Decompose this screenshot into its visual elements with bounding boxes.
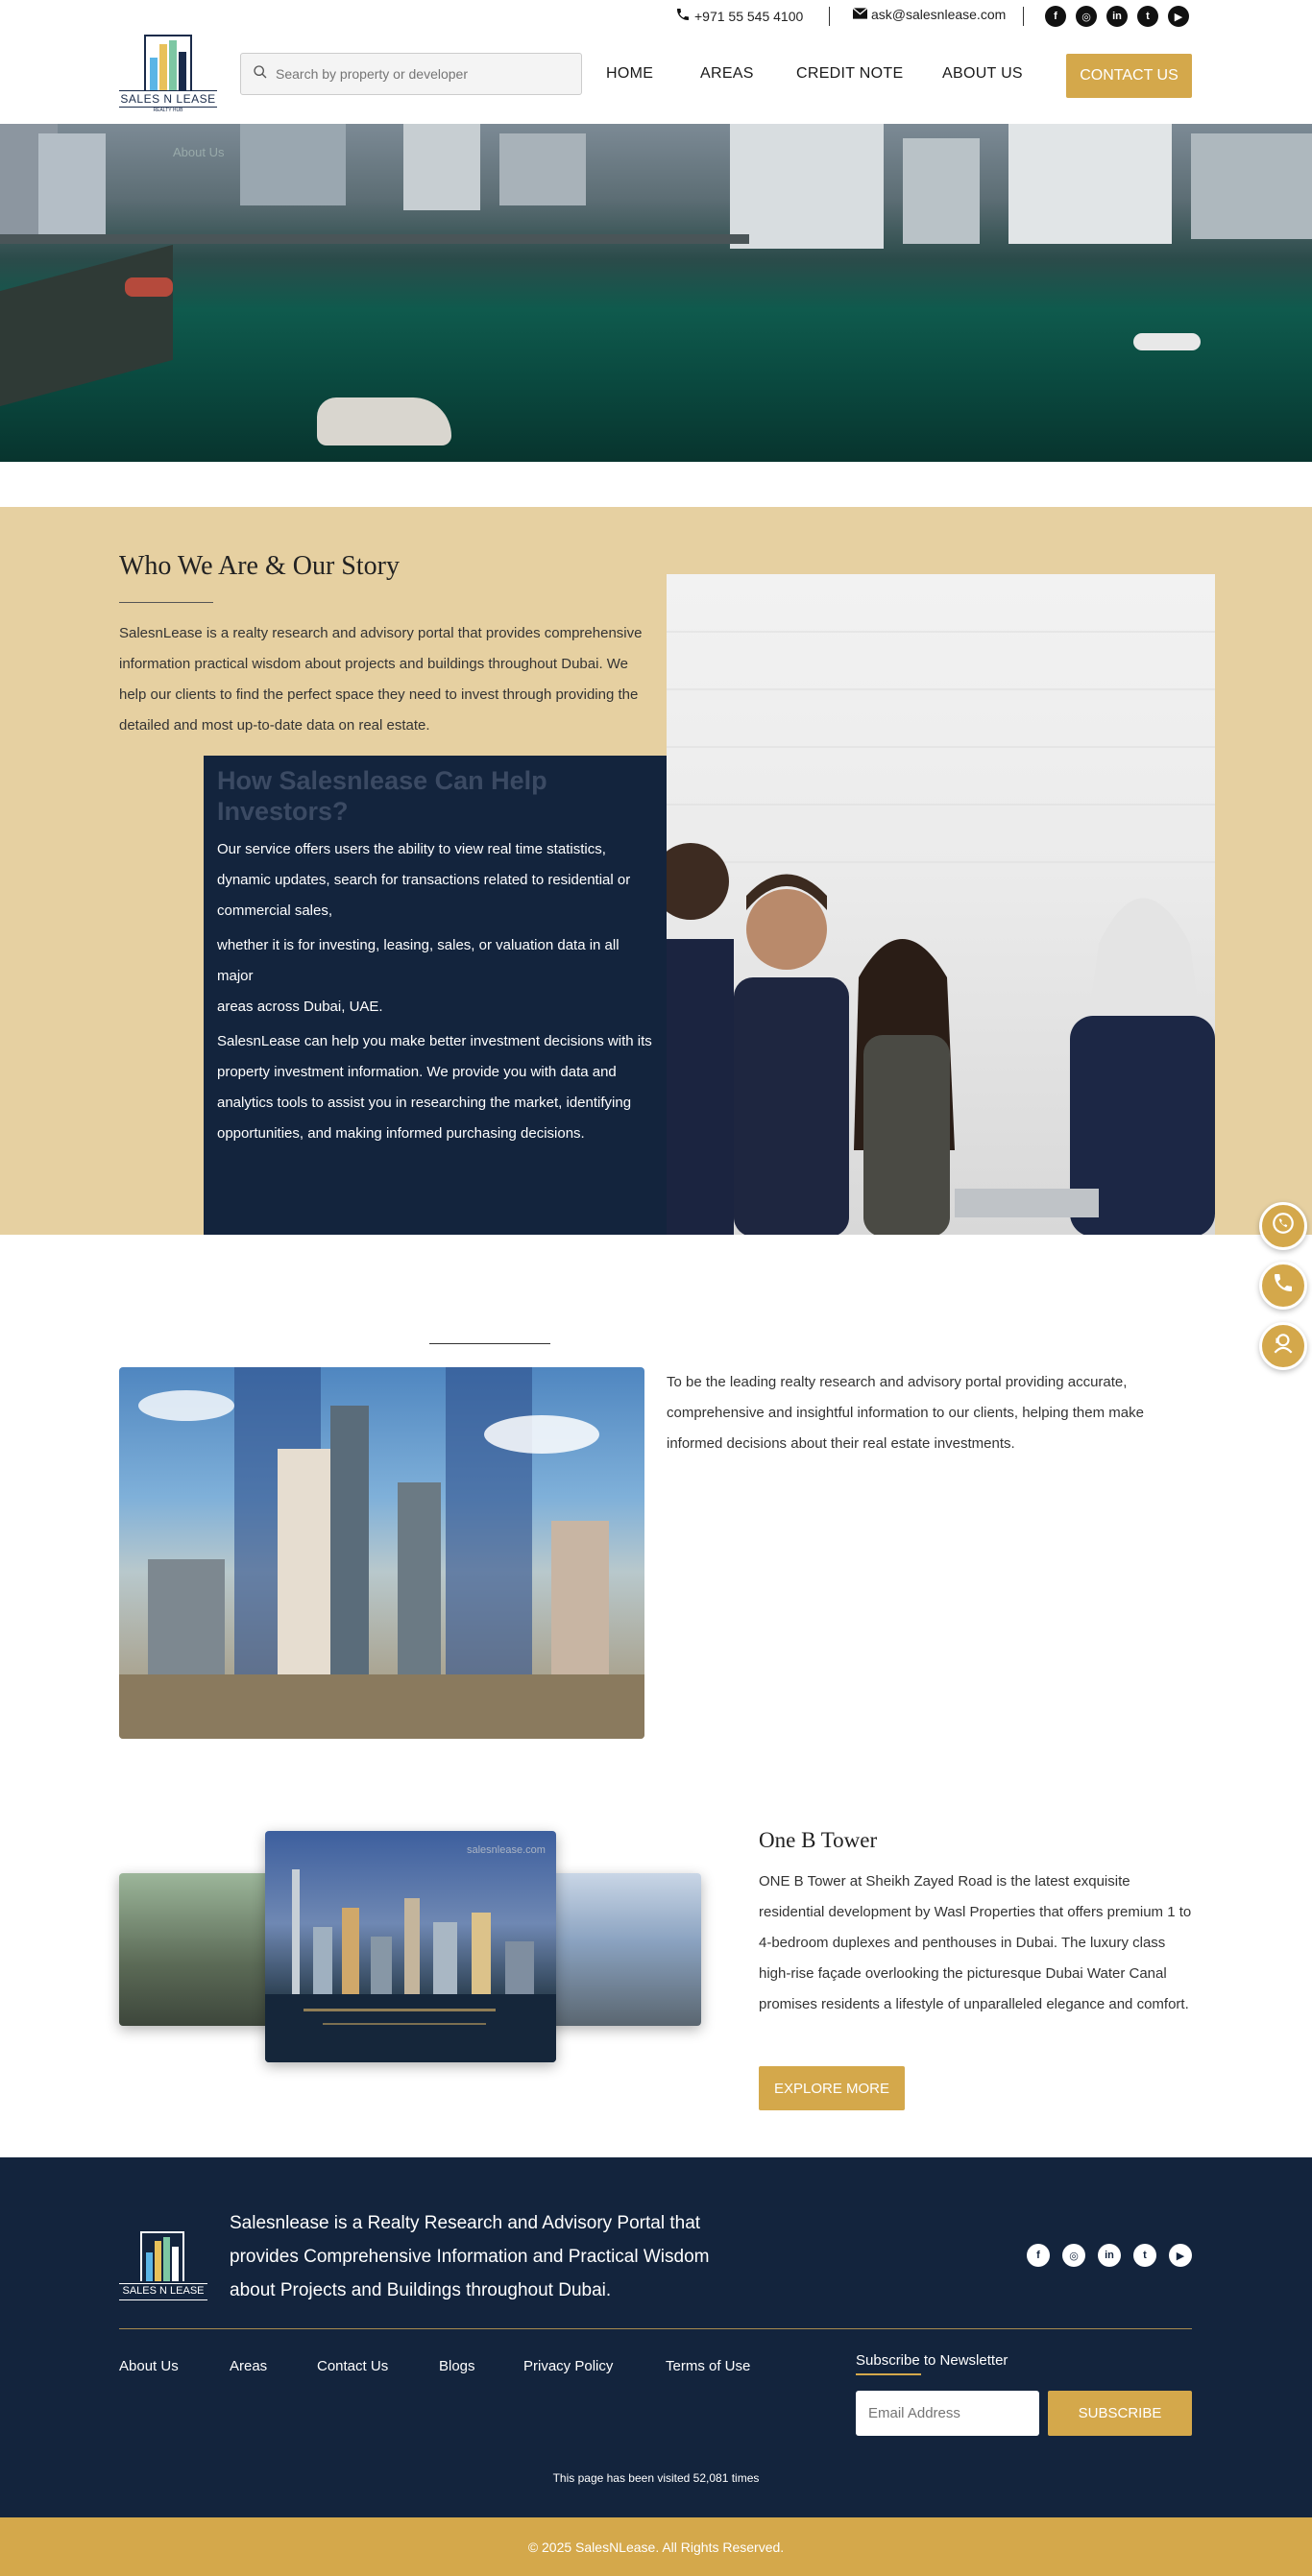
- newsletter-title: Subscribe to Newsletter: [856, 2352, 1008, 2369]
- nav-home[interactable]: HOME: [606, 65, 654, 82]
- footer-divider: [119, 2328, 1192, 2329]
- nav-areas[interactable]: AREAS: [700, 65, 754, 82]
- investor-help-paragraph: whether it is for investing, leasing, sales, or valuation data in all major: [217, 937, 620, 984]
- investor-help-box: [204, 756, 667, 1235]
- agent-icon: [1271, 1331, 1296, 1361]
- twitter-icon[interactable]: t: [1137, 6, 1158, 27]
- breadcrumb[interactable]: About Us: [173, 145, 225, 159]
- footer-logo-text: SALES N LEASE: [122, 2285, 205, 2297]
- mail-icon: [853, 7, 867, 22]
- investor-help-paragraph: SalesnLease can help you make better investment decisions with its property investment information. We provide you with data and analytics tools to assist you in researching the market, identifying opportunities, and making informed purchasing decisions.: [217, 1033, 652, 1142]
- whatsapp-button[interactable]: [1259, 1202, 1307, 1250]
- copyright-text: © 2025 SalesNLease. All Rights Reserved.: [527, 2539, 785, 2555]
- email-link[interactable]: [853, 7, 1006, 22]
- footer-link-blogs[interactable]: Blogs: [439, 2358, 475, 2374]
- title-underline: [119, 602, 213, 603]
- site-logo[interactable]: [119, 33, 217, 115]
- instagram-icon[interactable]: ◎: [1062, 2244, 1085, 2267]
- footer-link-about-us[interactable]: About Us: [119, 2358, 179, 2374]
- explore-more-button[interactable]: EXPLORE MORE: [759, 2066, 905, 2110]
- top-bar: [0, 0, 1312, 33]
- vision-image: [119, 1367, 644, 1739]
- newsletter-email-input[interactable]: [856, 2391, 1039, 2436]
- linkedin-icon[interactable]: in: [1098, 2244, 1121, 2267]
- logo-text: SALES N LEASE: [120, 92, 216, 106]
- investor-help-paragraph: areas across Dubai, UAE.: [217, 999, 383, 1015]
- about-text: SalesnLease is a realty research and advisory portal that provides comprehensive information practical wisdom about projects and buildings throughout Dubai. We help our clients to find the perfect space they need to invest through providing the detailed and most up-to-date data on real estate.: [119, 625, 643, 734]
- facebook-icon[interactable]: f: [1027, 2244, 1050, 2267]
- twitter-icon[interactable]: t: [1133, 2244, 1156, 2267]
- whatsapp-icon: [1271, 1211, 1296, 1241]
- investor-help-title: How Salesnlease Can Help Investors?: [217, 766, 547, 826]
- logo-subtitle: REALTY HUB: [153, 108, 183, 113]
- footer-tagline: Salesnlease is a Realty Research and Advisory Portal that provides Comprehensive Information and Practical Wisdom about Projects and Buildings throughout Dubai.: [230, 2213, 710, 2300]
- youtube-icon[interactable]: ▶: [1169, 2244, 1192, 2267]
- hero-banner: [0, 124, 1312, 462]
- tower-description: ONE B Tower at Sheikh Zayed Road is the latest exquisite residential development by Wasl Properties that offers premium 1 to 4-bedroom duplexes and penthouses in Dubai. The luxury class high-rise façade overlooking the picturesque Dubai Water Canal promises residents a lifestyle of unparalleled elegance and comfort.: [759, 1873, 1192, 2012]
- linkedin-icon[interactable]: in: [1106, 6, 1128, 27]
- logo-mark: [144, 35, 192, 90]
- copyright-bar: [0, 2517, 1312, 2576]
- footer-link-contact-us[interactable]: Contact Us: [317, 2358, 389, 2374]
- phone-icon: [675, 7, 691, 25]
- gallery-image-main[interactable]: [265, 1831, 556, 2062]
- footer-logo[interactable]: [119, 2231, 207, 2304]
- call-button[interactable]: [1259, 1262, 1307, 1310]
- search-bar: [240, 53, 582, 95]
- footer-link-terms-of-use[interactable]: Terms of Use: [666, 2358, 751, 2374]
- youtube-icon[interactable]: ▶: [1168, 6, 1189, 27]
- instagram-icon[interactable]: ◎: [1076, 6, 1097, 27]
- investor-help-paragraph: Our service offers users the ability to view real time statistics, dynamic updates, search for transactions related to residential or commercial sales,: [217, 841, 631, 919]
- phone-number: +971 55 545 4100: [694, 8, 804, 24]
- phone-link[interactable]: [675, 7, 803, 25]
- nav-about-us[interactable]: ABOUT US: [942, 65, 1023, 82]
- about-title: Who We Are & Our Story: [119, 551, 400, 581]
- footer-link-areas[interactable]: Areas: [230, 2358, 268, 2374]
- team-illustration: [667, 574, 1215, 1235]
- footer-link-privacy-policy[interactable]: Privacy Policy: [523, 2358, 614, 2374]
- agent-chat-button[interactable]: [1259, 1322, 1307, 1370]
- visit-counter: This page has been visited 52,081 times: [552, 2471, 760, 2485]
- footer-social-links: [1027, 2244, 1192, 2267]
- vision-text: To be the leading realty research and advisory portal providing accurate, comprehensive and insightful information to our clients, helping them make informed decisions about their real estate investments.: [667, 1374, 1144, 1452]
- facebook-icon[interactable]: f: [1045, 6, 1066, 27]
- contact-us-button[interactable]: CONTACT US: [1066, 54, 1192, 98]
- gallery-image[interactable]: [538, 1873, 701, 2026]
- phone-icon: [1272, 1271, 1295, 1300]
- image-watermark: salesnlease.com: [467, 1844, 546, 1856]
- nav-credit-note[interactable]: CREDIT NOTE: [796, 65, 904, 82]
- social-links: [1045, 6, 1189, 27]
- newsletter-underline: [856, 2373, 921, 2375]
- subscribe-button[interactable]: SUBSCRIBE: [1048, 2391, 1192, 2436]
- search-input[interactable]: [276, 66, 564, 82]
- tower-title: One B Tower: [759, 1828, 878, 1852]
- divider: [829, 7, 830, 26]
- divider: [1023, 7, 1024, 26]
- search-icon: [253, 64, 268, 84]
- section-divider: [429, 1343, 550, 1344]
- email-address: ask@salesnlease.com: [871, 7, 1007, 22]
- team-photo: [667, 574, 1215, 1235]
